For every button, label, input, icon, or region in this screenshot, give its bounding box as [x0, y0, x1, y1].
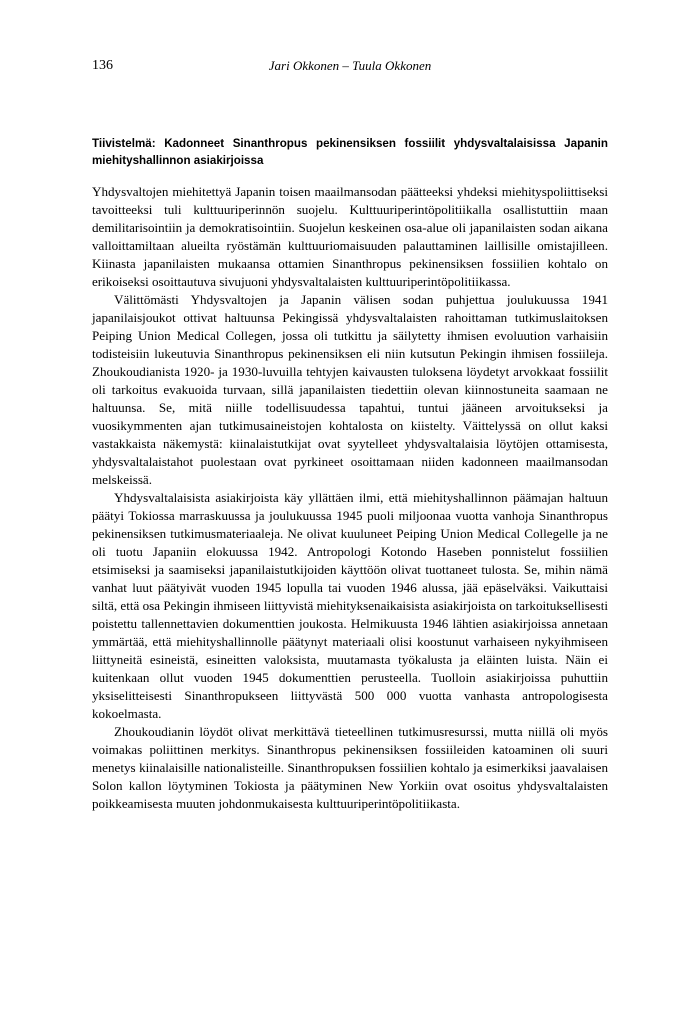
abstract-paragraph: Zhoukoudianin löydöt olivat merkittävä tieteellinen tutkimusresurssi, mutta niillä oli myös voimakas poliittinen merkitys. Sinanthropus pekinensiksen fossiileiden katoaminen oli suuri menetys kiinalaisille nationalisteille. Sinanthropuksen fossiilien kohtalo ja esimerkiksi jaavalaisen Solon kallon löytyminen Tokiosta ja päätyminen New Yorkiin ovat osoitus yhdysvaltalaisten poikkeamisesta muuten johdonmukaisesta kulttuuriperintöpolitiikasta.: [92, 724, 608, 811]
abstract-title: Tiivistelmä: Kadonneet Sinanthropus pekinensiksen fossiilit yhdysvaltalaisissa Japanin miehityshallinnon asiakirjoissa: [92, 137, 608, 167]
page-header: [92, 58, 608, 78]
abstract-body: [92, 183, 608, 813]
abstract-paragraph: Yhdysvaltalaisista asiakirjoista käy yllättäen ilmi, että miehityshallinnon päämajan haltuun päätyi Tokiossa marraskuussa ja joulukuussa 1945 puoli miljoonaa vuotta vanhoja Sinanthropus pekinensiksen tutkimusmateriaaleja. Ne olivat kuuluneet Peiping Union Medical Collegelle ja ne oli tuotu Japaniin elokuussa 1942. Antropologi Kotondo Haseben ponnistelut fossiilien etsimiseksi ja saamiseksi japanilaistutkijoiden käyttöön olivat tuottaneet tulosta. Se, mihin nämä vanhat luut päätyivät vuoden 1945 lopulla tai vuoden 1946 alussa, jää epäselväksi. Vaikuttaisi siltä, että osa Pekingin ihmiseen liittyvistä miehityksenaikaisista asiakirjoista on tarkoituksellisesti poistettu tallennettavien dokumenttien joukosta. Helmikuusta 1946 lähtien asiakirjoissa annetaan ymmärtää, että miehityshallinnolle päätynyt materiaali olisi koostunut varhaiseen nykyihmiseen liittyneitä esineistä, esineitten valoksista, muutamasta työkalusta ja eläinten luista. Näin ei kuitenkaan ollut vuoden 1945 dokumenttien perusteella. Tuolloin asiakirjoissa puhuttiin yksiselitteisesti Sinanthropukseen liittyvästä 500 000 vuotta vanhasta antropologisesta kokoelmasta.: [92, 490, 608, 721]
running-head: Jari Okkonen – Tuula Okkonen: [268, 58, 432, 73]
abstract-paragraph: Yhdysvaltojen miehitettyä Japanin toisen maailmansodan päätteeksi yhdeksi miehityspoliittiseksi tavoitteeksi tuli kulttuuriperinnön suojelu. Kulttuuriperintöpolitiikalla osallistuttiin maan demilitarisointiin ja demokratisointiin. Suojelun keskeinen osa-alue oli japanilaisten sodan aikana valloittamiltaan alueilta ryöstämän kulttuuriomaisuuden palauttaminen laillisille omistajilleen. Kiinasta japanilaisten mukaansa ottamien Sinanthropus pekinensiksen fossiilien kohtalo on erikoiseksi osoittautuva sivujuoni yhdysvaltalaisten kulttuuriperintöpolitiikassa.: [92, 184, 608, 289]
abstract-paragraph: Välittömästi Yhdysvaltojen ja Japanin välisen sodan puhjettua joulukuussa 1941 japanilaisjoukot ottivat haltuunsa Pekingissä yhdysvaltalaisten rahoittaman tutkimuslaitoksen Peiping Union Medical Collegen, jossa oli tutkittu ja säilytetty ihmisen evoluution varhaisiin todisteisiin lukeutuvia Sinanthropus pekinensiksen eli niin kutsutun Pekingin ihmisen fossiileja. Zhoukoudianista 1920- ja 1930-luvuilla tehtyjen kaivausten tuloksena löydetyt arvokkaat fossiilit oli tarkoitus evakuoida turvaan, sillä japanilaisten tiedettiin olevan kiinnostuneita saamaan ne haltuunsa. Se, mitä niille todellisuudessa tapahtui, tuntui jääneen arvoitukseksi ja vuosikymmenten ajan tutkimusaineistojen kohtalosta on kiistelty. Väittelyssä on ollut kaksi vastakkaista näkemystä: kiinalaistutkijat ovat syytelleet yhdysvaltalaisia löytöjen ottamisesta, yhdysvaltalaistahot puolestaan ovat pyrkineet osoittamaan niiden kadonneen maailmansodan melskeissä.: [92, 292, 608, 487]
page-number: 136: [92, 58, 113, 73]
